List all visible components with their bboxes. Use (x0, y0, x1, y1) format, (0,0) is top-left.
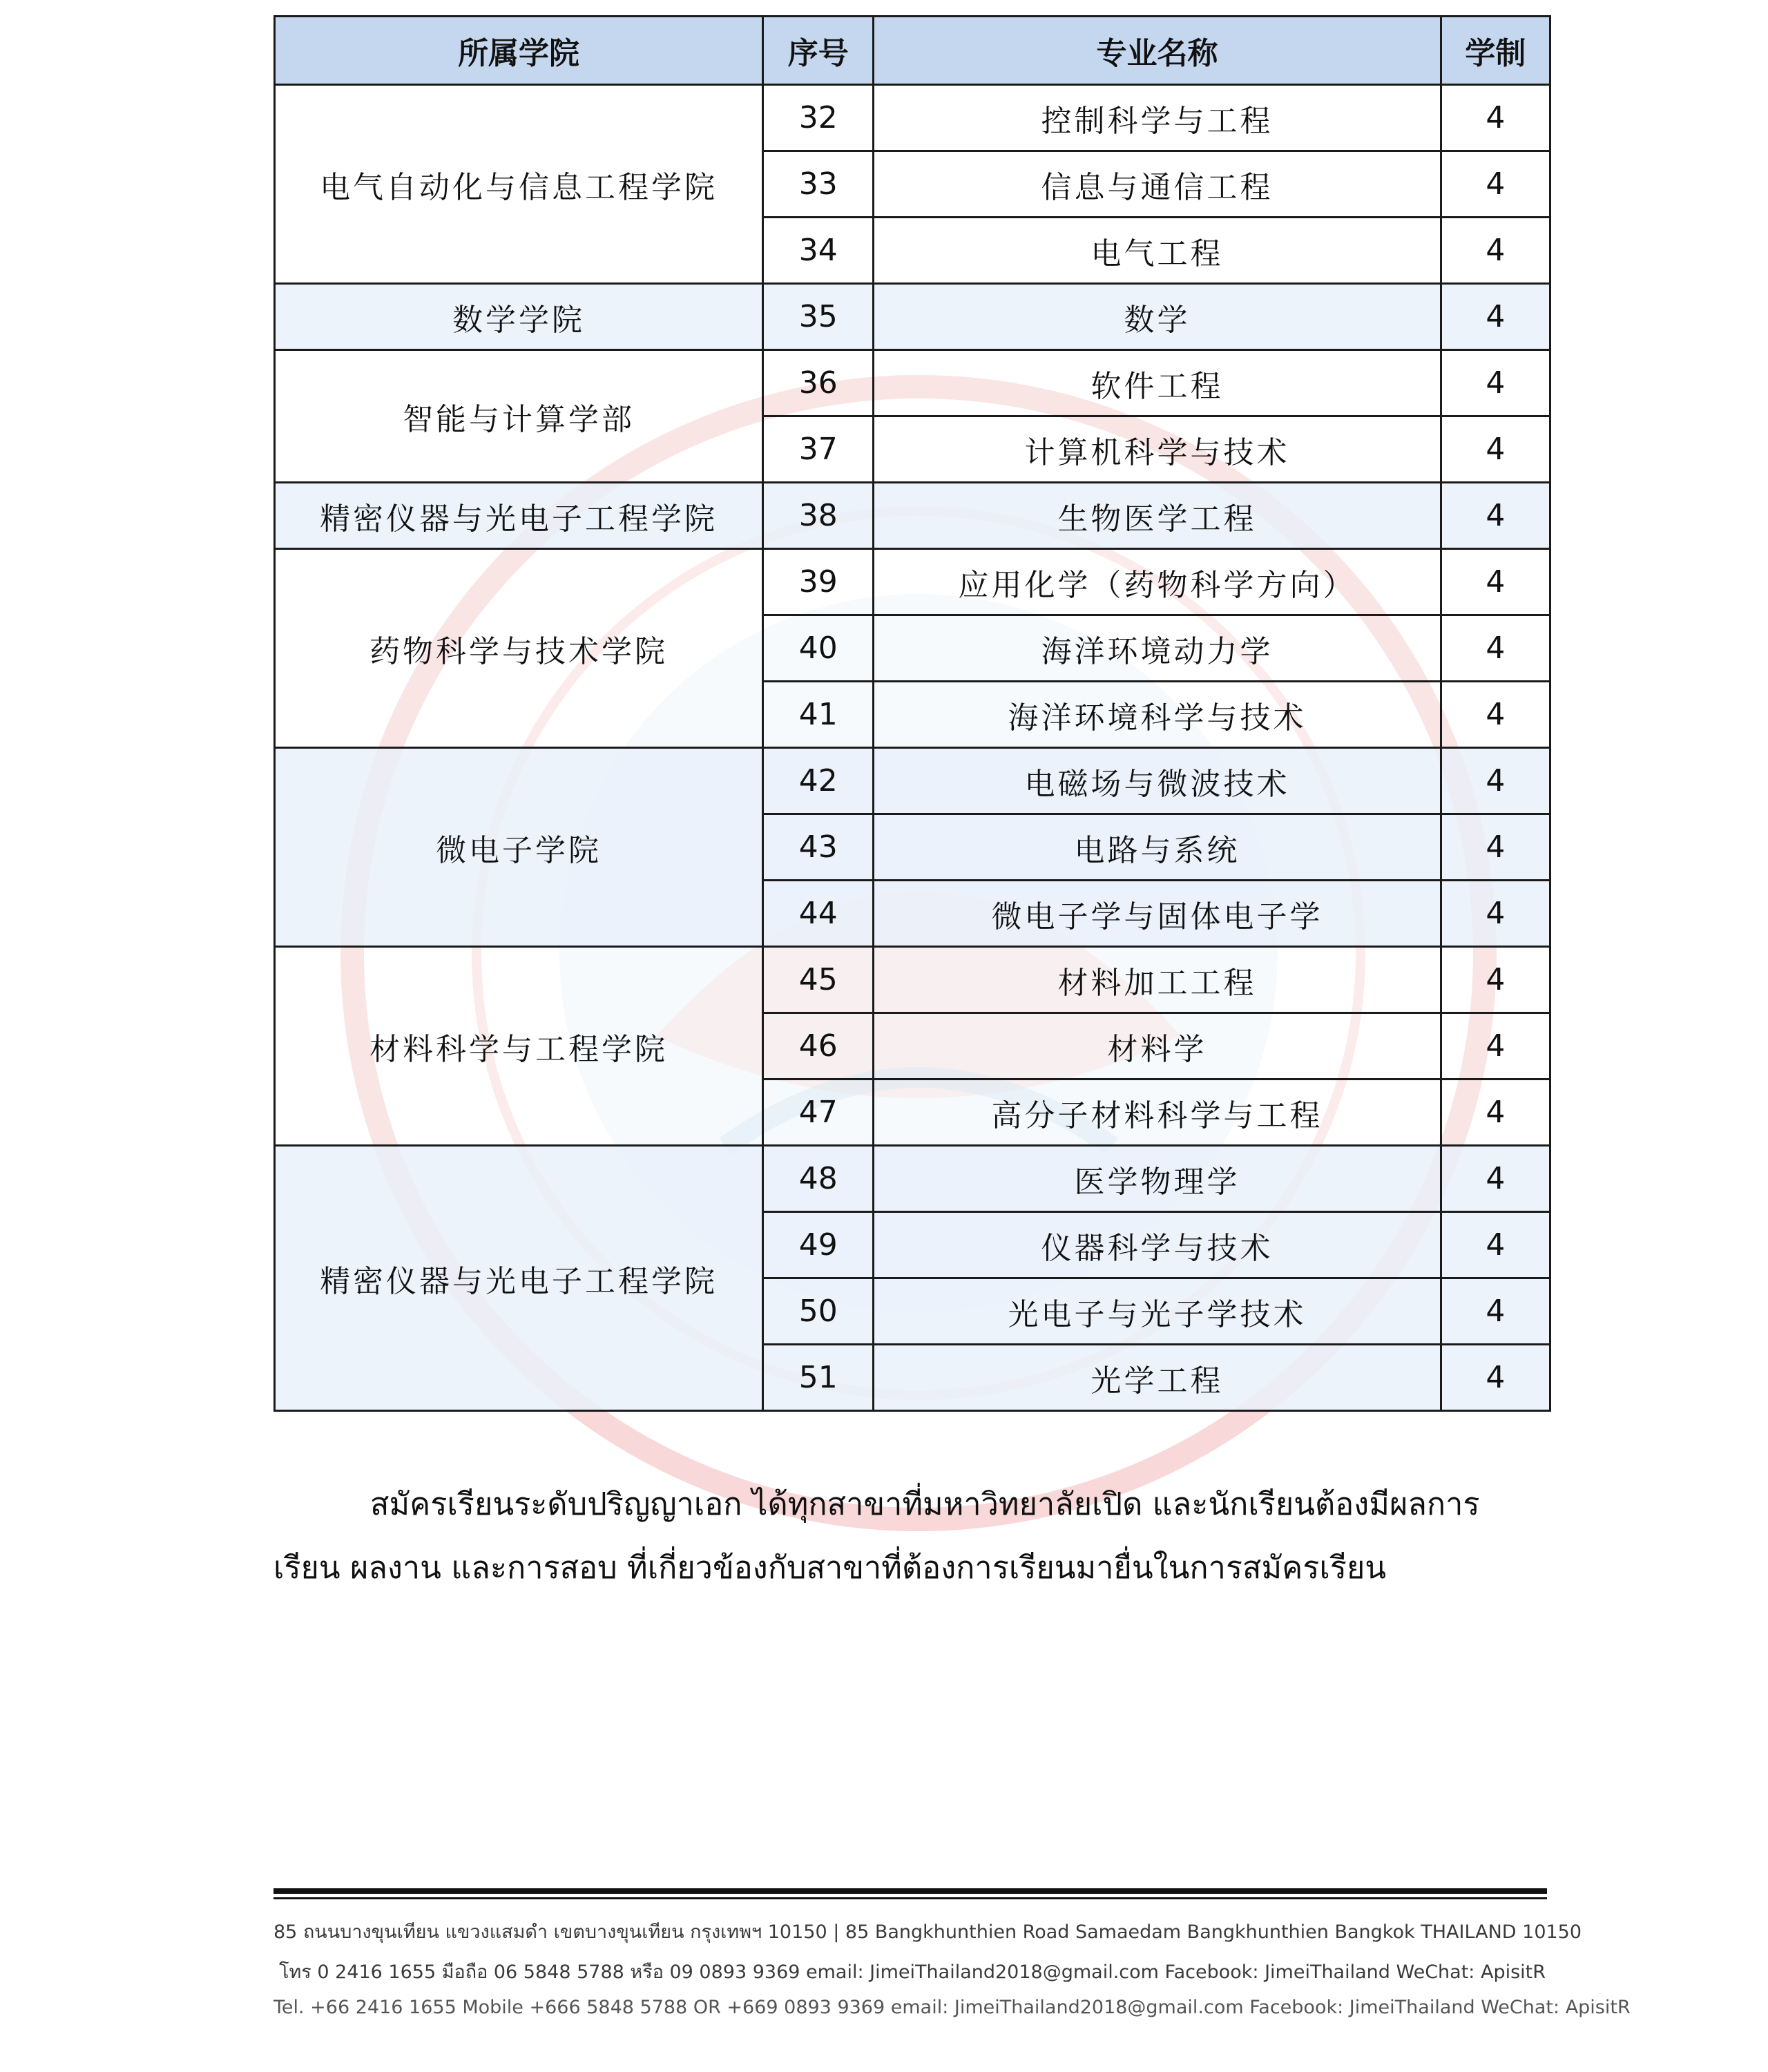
seq-cell: 41 (763, 682, 874, 748)
header-seq: 序号 (763, 17, 874, 85)
seq-cell: 49 (763, 1212, 874, 1278)
years-cell: 4 (1441, 85, 1550, 151)
years-cell: 4 (1441, 284, 1550, 350)
years-cell: 4 (1441, 549, 1550, 615)
doctoral-notice-paragraph (273, 1473, 1551, 1600)
major-cell: 计算机科学与技术 (874, 416, 1441, 483)
years-cell: 4 (1441, 814, 1550, 881)
table-row (275, 947, 1550, 1013)
table-row (275, 350, 1550, 416)
header-college: 所属学院 (275, 17, 763, 85)
seq-cell: 38 (763, 483, 874, 549)
major-cell: 电气工程 (874, 218, 1441, 284)
college-cell: 智能与计算学部 (275, 350, 763, 483)
major-cell: 软件工程 (874, 350, 1441, 416)
table-row (275, 483, 1550, 549)
years-cell: 4 (1441, 1278, 1550, 1345)
major-cell: 海洋环境动力学 (874, 615, 1441, 682)
seq-cell: 42 (763, 748, 874, 814)
seq-cell: 50 (763, 1278, 874, 1345)
years-cell: 4 (1441, 483, 1550, 549)
college-cell: 数学学院 (275, 284, 763, 350)
header-major: 专业名称 (874, 17, 1441, 85)
seq-cell: 35 (763, 284, 874, 350)
table-row (275, 748, 1550, 814)
major-cell: 数学 (874, 284, 1441, 350)
years-cell: 4 (1441, 682, 1550, 748)
major-cell: 生物医学工程 (874, 483, 1441, 549)
seq-cell: 51 (763, 1345, 874, 1411)
footer-address: 85 ถนนบางขุนเทียน แขวงแสมดำ เขตบางขุนเทียน กรุงเทพฯ 10150 | 85 Bangkhunthien Road Samaedam Bangkhunthien Bangkok THAILAND 10150 (273, 1921, 1582, 1943)
years-cell: 4 (1441, 1146, 1550, 1212)
notice-text-1: สมัครเรียนระดับปริญญาเอก ได้ทุกสาขาที่มหาวิทยาลัยเปิด และนักเรียนต้องมีผลการ (370, 1486, 1480, 1522)
major-cell: 电路与系统 (874, 814, 1441, 881)
table-row (275, 284, 1550, 350)
years-cell: 4 (1441, 615, 1550, 682)
seq-cell: 37 (763, 416, 874, 483)
seq-cell: 39 (763, 549, 874, 615)
years-cell: 4 (1441, 1212, 1550, 1278)
years-cell: 4 (1441, 416, 1550, 483)
years-cell: 4 (1441, 151, 1550, 218)
major-cell: 控制科学与工程 (874, 85, 1441, 151)
seq-cell: 45 (763, 947, 874, 1013)
college-cell: 精密仪器与光电子工程学院 (275, 483, 763, 549)
table-row (275, 1146, 1550, 1212)
major-cell: 医学物理学 (874, 1146, 1441, 1212)
seq-cell: 43 (763, 814, 874, 881)
major-cell: 仪器科学与技术 (874, 1212, 1441, 1278)
college-cell: 药物科学与技术学院 (275, 549, 763, 748)
table-row (275, 85, 1550, 151)
major-cell: 电磁场与微波技术 (874, 748, 1441, 814)
college-cell: 电气自动化与信息工程学院 (275, 85, 763, 284)
footer-contact-thai: โทร 0 2416 1655 มือถือ 06 5848 5788 หรือ 09 0893 9369 email: JimeiThailand2018@gmail.com Facebook: JimeiThailand WeChat: ApisitR (278, 1961, 1546, 1983)
footer-divider-thick (273, 1888, 1547, 1894)
years-cell: 4 (1441, 947, 1550, 1013)
seq-cell: 47 (763, 1080, 874, 1146)
seq-cell: 44 (763, 881, 874, 947)
major-cell: 微电子学与固体电子学 (874, 881, 1441, 947)
major-cell: 材料学 (874, 1013, 1441, 1080)
notice-line-1 (273, 1473, 1551, 1536)
college-cell: 材料科学与工程学院 (275, 947, 763, 1146)
years-cell: 4 (1441, 748, 1550, 814)
majors-table (273, 15, 1551, 1412)
seq-cell: 48 (763, 1146, 874, 1212)
footer-divider-thin (273, 1897, 1547, 1899)
major-cell: 应用化学（药物科学方向） (874, 549, 1441, 615)
years-cell: 4 (1441, 218, 1550, 284)
years-cell: 4 (1441, 350, 1550, 416)
years-cell: 4 (1441, 1080, 1550, 1146)
years-cell: 4 (1441, 881, 1550, 947)
major-cell: 高分子材料科学与工程 (874, 1080, 1441, 1146)
header-years: 学制 (1441, 17, 1550, 85)
footer-contact-english: Tel. +66 2416 1655 Mobile +666 5848 5788 OR +669 0893 9369 email: JimeiThailand2018@gmail.com Facebook: JimeiThailand WeChat: ApisitR (273, 1997, 1631, 2018)
major-cell: 光电子与光子学技术 (874, 1278, 1441, 1345)
years-cell: 4 (1441, 1013, 1550, 1080)
seq-cell: 33 (763, 151, 874, 218)
seq-cell: 46 (763, 1013, 874, 1080)
seq-cell: 32 (763, 85, 874, 151)
table-row (275, 549, 1550, 615)
college-cell: 微电子学院 (275, 748, 763, 947)
major-cell: 信息与通信工程 (874, 151, 1441, 218)
major-cell: 材料加工工程 (874, 947, 1441, 1013)
major-cell: 海洋环境科学与技术 (874, 682, 1441, 748)
notice-line-2: เรียน ผลงาน และการสอบ ที่เกี่ยวข้องกับสาขาที่ต้องการเรียนมายื่นในการสมัครเรียน (273, 1549, 1387, 1586)
college-cell: 精密仪器与光电子工程学院 (275, 1146, 763, 1411)
major-cell: 光学工程 (874, 1345, 1441, 1411)
table-header-row (275, 17, 1550, 85)
seq-cell: 36 (763, 350, 874, 416)
years-cell: 4 (1441, 1345, 1550, 1411)
seq-cell: 34 (763, 218, 874, 284)
seq-cell: 40 (763, 615, 874, 682)
